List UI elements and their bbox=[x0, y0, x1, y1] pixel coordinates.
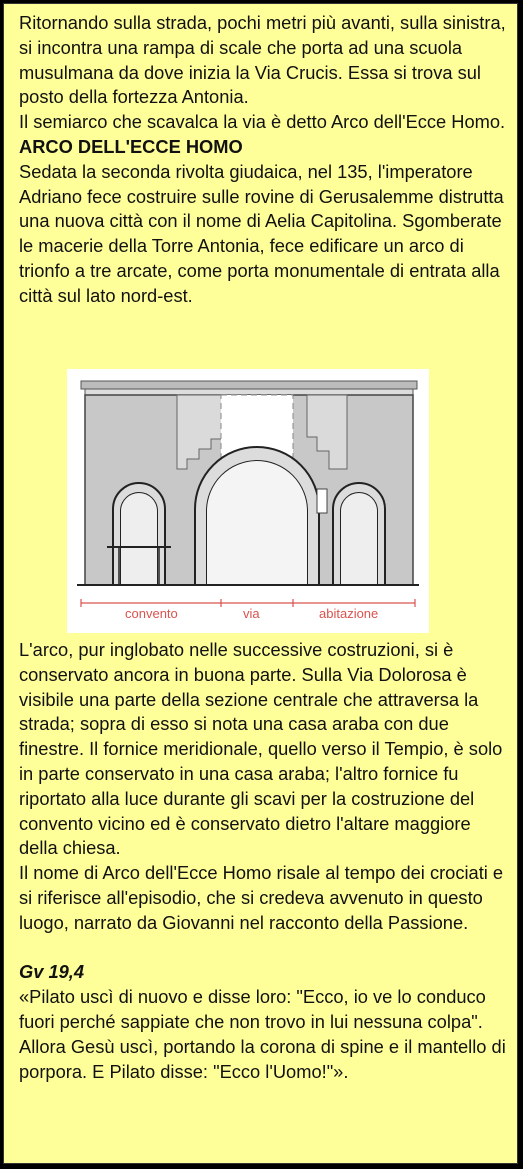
intro-paragraph: Ritornando sulla strada, pochi metri più avanti, sulla sinistra, si incontra una rampa di scale che porta ad una scuola musulmana da dove inizia la Via Crucis. Essa si trova sul posto della fortezza Antonia. bbox=[19, 12, 506, 108]
intro-arch-paragraph: Il semiarco che scavalca la via è detto Arco dell'Ecce Homo. bbox=[19, 111, 506, 133]
figure-label-convento: convento bbox=[125, 606, 178, 621]
gospel-quote: «Pilato uscì di nuovo e disse loro: "Ecco, io ve lo conduco fuori perché sappiate che non trovo in lui nessuna colpa". Allora Gesù uscì, portando la corona di spine e il mantello di porpora. E Pilato disse: "Ecco l'Uomo!"». bbox=[19, 986, 506, 1082]
name-origin-paragraph: Il nome di Arco dell'Ecce Homo risale al tempo dei crociati e si riferisce all'episodio, che si credeva avvenuto in questo luogo, narrato da Giovanni nel racconto della Passione. bbox=[19, 862, 504, 933]
figure-label-via: via bbox=[243, 606, 260, 621]
arch-elevation-drawing bbox=[67, 369, 429, 633]
spacer bbox=[19, 936, 514, 961]
figure-label-abitazione: abitazione bbox=[319, 606, 379, 621]
section-heading: ARCO DELL'ECCE HOMO bbox=[19, 135, 243, 157]
intro-block bbox=[19, 11, 514, 309]
content-panel bbox=[3, 3, 518, 1164]
history-paragraph: Sedata la seconda rivolta giudaica, nel 135, l'imperatore Adriano fece costruire sulle rovine di Gerusalemme distrutta una nuova città con il nome di Aelia Capitolina. Sgomberate le macerie della Torre Antonia, fece edificare un arco di trionfo a tre arcate, come porta monumentale di entrata alla città sul lato nord-est. bbox=[19, 160, 504, 306]
arch-diagram bbox=[67, 369, 429, 633]
conservation-paragraph: L'arco, pur inglobato nelle successive costruzioni, si è conservato ancora in buona parte. Sulla Via Dolorosa è visibile una parte della sezione centrale che attraversa la strada; sopra di esso si nota una casa araba con due finestre. Il fornice meridionale, quello verso il Tempio, è solo in parte conservato in una casa araba; l'altro fornice fu riportato alla luce durante gli scavi per la costruzione del convento vicino ed è conservato dietro l'altare maggiore della chiesa. bbox=[19, 639, 503, 859]
gospel-reference: Gv 19,4 bbox=[19, 961, 85, 983]
body-block bbox=[19, 638, 514, 1084]
